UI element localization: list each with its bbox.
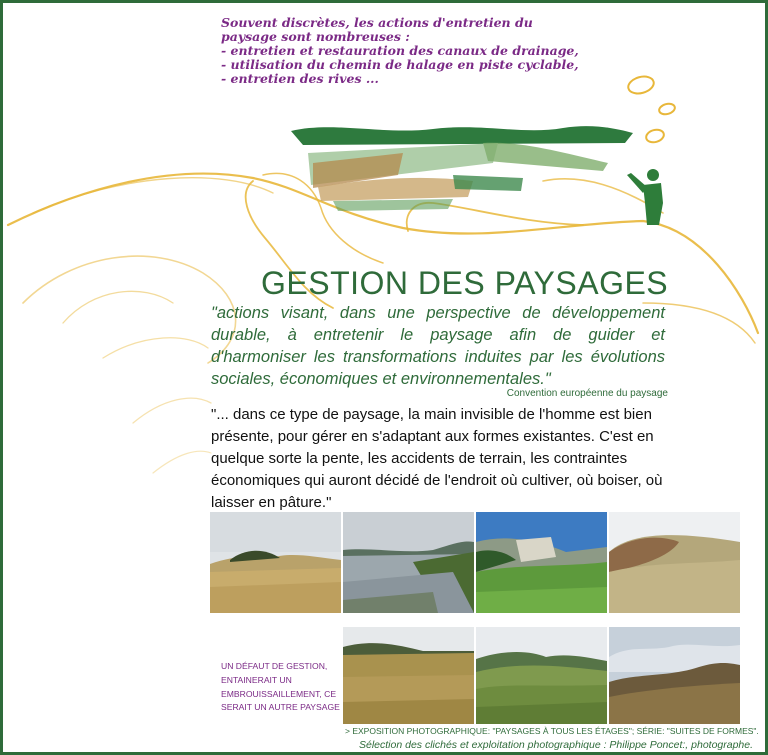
definition-quote: "actions visant, dans une perspective de développement durable, à entretenir le paysage afin de guider et d'harmoniser les transformations induites par les évolutions sociales, économiques et environnementales." [211, 304, 665, 388]
photo-hill-field [210, 512, 341, 613]
photo-flat-meadow [343, 627, 474, 724]
quote-source: Convention européenne du paysage [506, 388, 668, 399]
intro-line: paysage sont nombreuses : [221, 29, 410, 44]
sun-rings-icon [626, 74, 676, 144]
person-pointing-icon [627, 169, 663, 225]
body-text: "... dans ce type de paysage, la main invisible de l'homme est bien présente, pour gérer en s'adaptant aux formes existantes. C'est en quelque sorte la pente, les accidents de terrain, les contraintes économiques qui auront décidé de l'endroit où cultiver, où boiser, où laisser en pâture." [211, 406, 663, 511]
intro-line: - utilisation du chemin de halage en piste cyclable, [221, 57, 579, 72]
intro-text [221, 16, 621, 86]
landscape-collage [291, 126, 633, 211]
intro-line: - entretien des rives ... [221, 71, 379, 86]
management-warning: UN DÉFAUT DE GESTION, ENTAINERAIT UN EMBROUISSAILLEMENT, CE SERAIT UN AUTRE PAYSAGE [221, 661, 340, 713]
photo-cliff-valley [476, 512, 607, 613]
photo-rolling-hills [476, 627, 607, 724]
page-title: GESTION DES PAYSAGES [261, 265, 669, 301]
photo-credit: Sélection des clichés et exploitation photographique : Philippe Poncet:, photographe. [359, 739, 754, 751]
photo-slope [609, 512, 740, 613]
intro-line: Souvent discrètes, les actions d'entretien du [221, 15, 533, 30]
intro-line: - entretien et restauration des canaux de drainage, [221, 43, 579, 58]
photo-mountain-ridge [609, 627, 740, 724]
photo-lake [343, 512, 474, 613]
exposition-line: > EXPOSITION PHOTOGRAPHIQUE: "PAYSAGES À TOUS LES ÉTAGES"; SÉRIE: "SUITES DE FORMES". [345, 726, 759, 736]
